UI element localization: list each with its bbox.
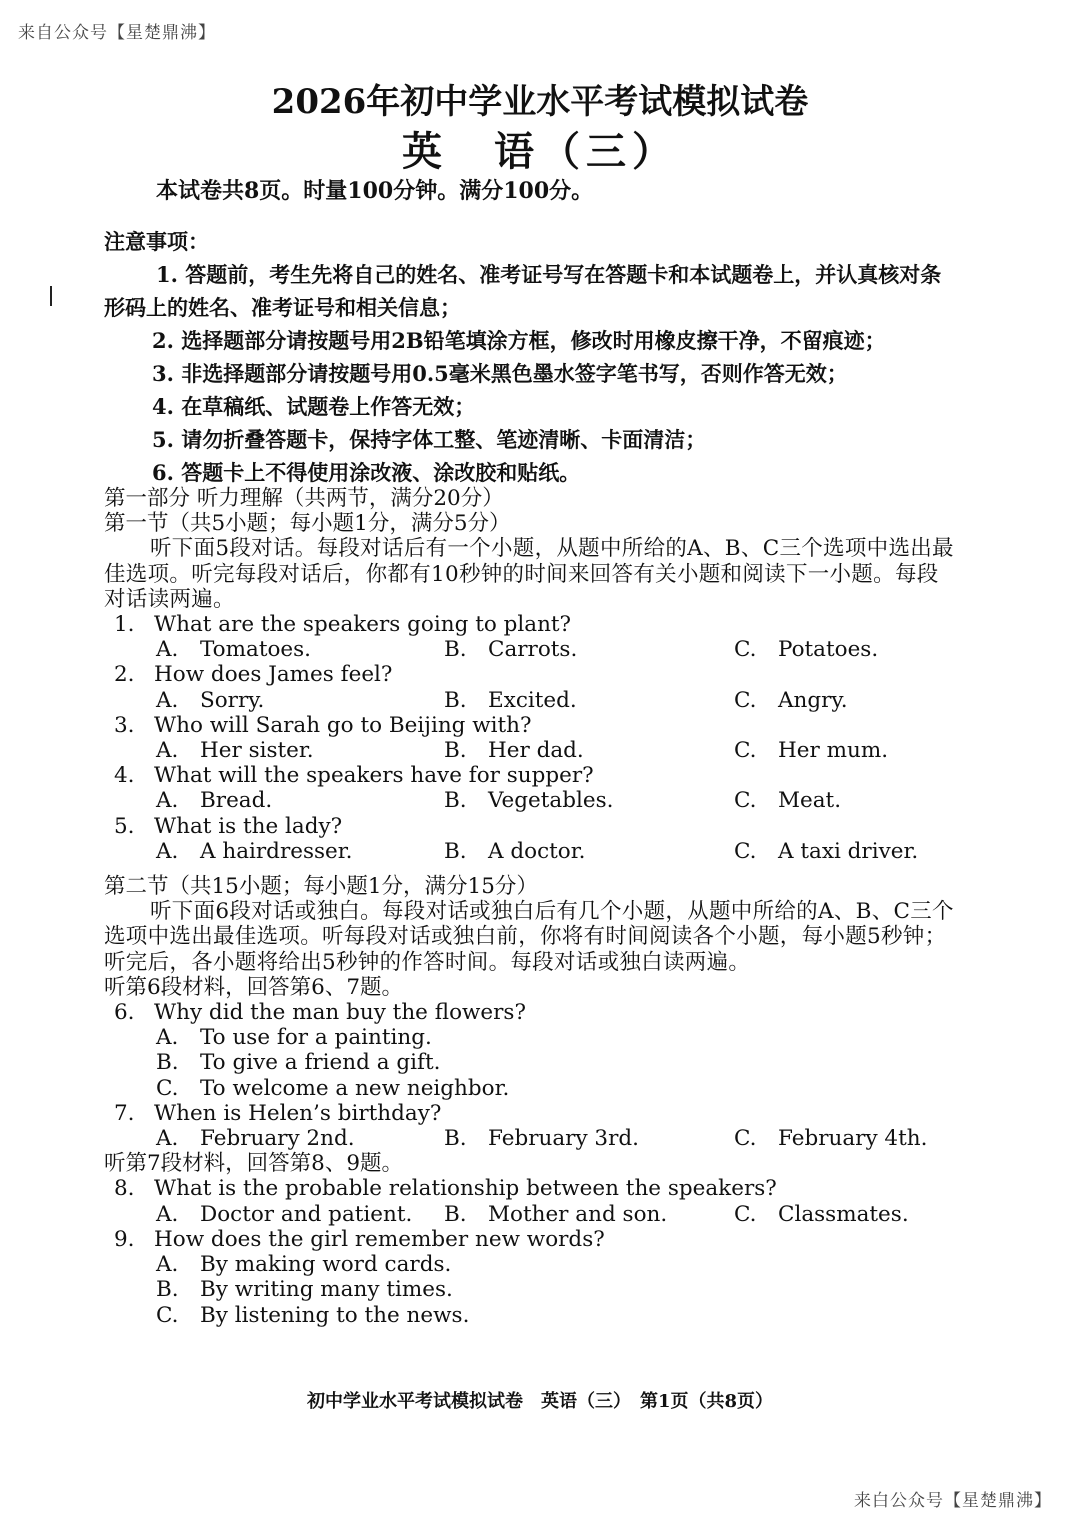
question-text: What is the lady? [154, 813, 343, 839]
watermark-bottom: 来白公众号【星楚鼎沸】 [854, 1491, 1052, 1511]
question-7 [104, 1101, 954, 1151]
exam-title: 2026年初中学业水平考试模拟试卷 [271, 82, 809, 122]
option-b: B. Her dad. [444, 738, 584, 764]
question-text: When is Helen’s birthday? [154, 1100, 442, 1126]
option-c: C. Meat. [734, 788, 842, 814]
question-8 [104, 1176, 954, 1226]
question-number: 8. [114, 1176, 135, 1202]
question-text: What are the speakers going to plant? [154, 612, 572, 638]
option-c: C. By listening to the news. [156, 1302, 470, 1328]
option-a: A. By making word cards. [156, 1252, 452, 1278]
section2-heading: 第二节（共15小题；每小题1分，满分15分） [104, 874, 538, 900]
question-3 [104, 713, 954, 763]
option-b: B. February 3rd. [444, 1126, 639, 1152]
listening-part [104, 486, 954, 1328]
margin-mark [50, 286, 52, 306]
page-footer: 初中学业水平考试模拟试卷 英语（三） 第1页（共8页） [306, 1391, 774, 1412]
exam-subtitle: 英 语（三） [402, 128, 678, 175]
notice-list [104, 258, 954, 489]
option-b: B. Vegetables. [444, 788, 614, 814]
question-6 [104, 1000, 954, 1101]
question-number: 3. [114, 712, 135, 738]
part1-heading: 第一部分 听力理解（共两节，满分20分） [104, 486, 504, 511]
question-1 [104, 612, 954, 662]
exam-info: 本试卷共8页。时量100分钟。满分100分。 [156, 178, 594, 204]
option-a: A. February 2nd. [156, 1126, 355, 1152]
option-b: B. Carrots. [444, 637, 578, 663]
question-text: How does James feel? [154, 662, 393, 688]
option-a: A. Doctor and patient. [156, 1201, 413, 1227]
question-9 [104, 1227, 954, 1328]
question-text: Why did the man buy the flowers? [154, 1000, 526, 1026]
question-number: 6. [114, 1000, 135, 1026]
notice-item: 6. 答题卡上不得使用涂改液、涂改胶和贴纸。 [152, 460, 581, 485]
question-2 [104, 662, 954, 712]
question-text: Who will Sarah go to Beijing with? [154, 712, 532, 738]
option-b: B. Mother and son. [444, 1201, 668, 1227]
question-5 [104, 814, 954, 864]
question-number: 9. [114, 1226, 135, 1252]
question-number: 5. [114, 813, 135, 839]
question-4 [104, 763, 954, 813]
notice-heading: 注意事项： [104, 229, 209, 254]
option-a: A. Sorry. [156, 687, 265, 713]
option-c: C. February 4th. [734, 1126, 928, 1152]
option-a: A. To use for a painting. [156, 1025, 432, 1051]
question-number: 2. [114, 662, 135, 688]
question-number: 1. [114, 612, 135, 638]
question-text: What is the probable relationship between the speakers? [154, 1176, 777, 1202]
option-a: A. A hairdresser. [156, 838, 353, 864]
notice-item: 5. 请勿折叠答题卡，保持字体工整、笔迹清晰、卡面清洁； [152, 427, 707, 452]
option-c: C. Potatoes. [734, 637, 879, 663]
question-number: 4. [114, 763, 135, 789]
section2-instructions: 听下面6段对话或独白。每段对话或独白后有几个小题，从题中所给的A、B、C三个选项中选出最佳选项。听每段对话或独白前，你将有时间阅读各个小题，每小题5秒钟；听完后，各小题将给出5秒钟的作答时间。每段对话或独白读两遍。 [104, 899, 954, 975]
option-c: C. To welcome a new neighbor. [156, 1075, 510, 1101]
option-b: B. By writing many times. [156, 1277, 453, 1303]
group-label: 听第6段材料，回答第6、7题。 [104, 974, 404, 1000]
option-a: A. Tomatoes. [156, 637, 311, 663]
option-b: B. To give a friend a gift. [156, 1050, 441, 1076]
option-c: C. Angry. [734, 687, 848, 713]
option-b: B. A doctor. [444, 838, 586, 864]
option-b: B. Excited. [444, 687, 577, 713]
notice-item: 4. 在草稿纸、试题卷上作答无效； [152, 394, 476, 419]
section1-instructions: 听下面5段对话。每段对话后有一个小题，从题中所给的A、B、C三个选项中选出最佳选项。听完每段对话后，你都有10秒钟的时间来回答有关小题和阅读下一小题。每段对话读两遍。 [104, 536, 954, 612]
option-a: A. Bread. [156, 788, 273, 814]
watermark-top: 来自公众号【星楚鼎沸】 [18, 23, 216, 43]
option-c: C. A taxi driver. [734, 838, 919, 864]
option-c: C. Her mum. [734, 738, 889, 764]
option-a: A. Her sister. [156, 738, 314, 764]
section1-heading: 第一节（共5小题；每小题1分，满分5分） [104, 511, 511, 537]
notice-item: 1. 答题前，考生先将自己的姓名、准考证号写在答题卡和本试题卷上，并认真核对条形码上的姓名、准考证号和相关信息； [104, 262, 942, 320]
question-text: What will the speakers have for supper? [154, 763, 594, 789]
notice-item: 2. 选择题部分请按题号用2B铅笔填涂方框，修改时用橡皮擦干净，不留痕迹； [152, 328, 886, 353]
question-number: 7. [114, 1100, 135, 1126]
notice-item: 3. 非选择题部分请按题号用0.5毫米黑色墨水签字笔书写，否则作答无效； [152, 361, 848, 386]
group-label: 听第7段材料，回答第8、9题。 [104, 1151, 404, 1177]
question-text: How does the girl remember new words? [154, 1226, 605, 1252]
option-c: C. Classmates. [734, 1201, 909, 1227]
